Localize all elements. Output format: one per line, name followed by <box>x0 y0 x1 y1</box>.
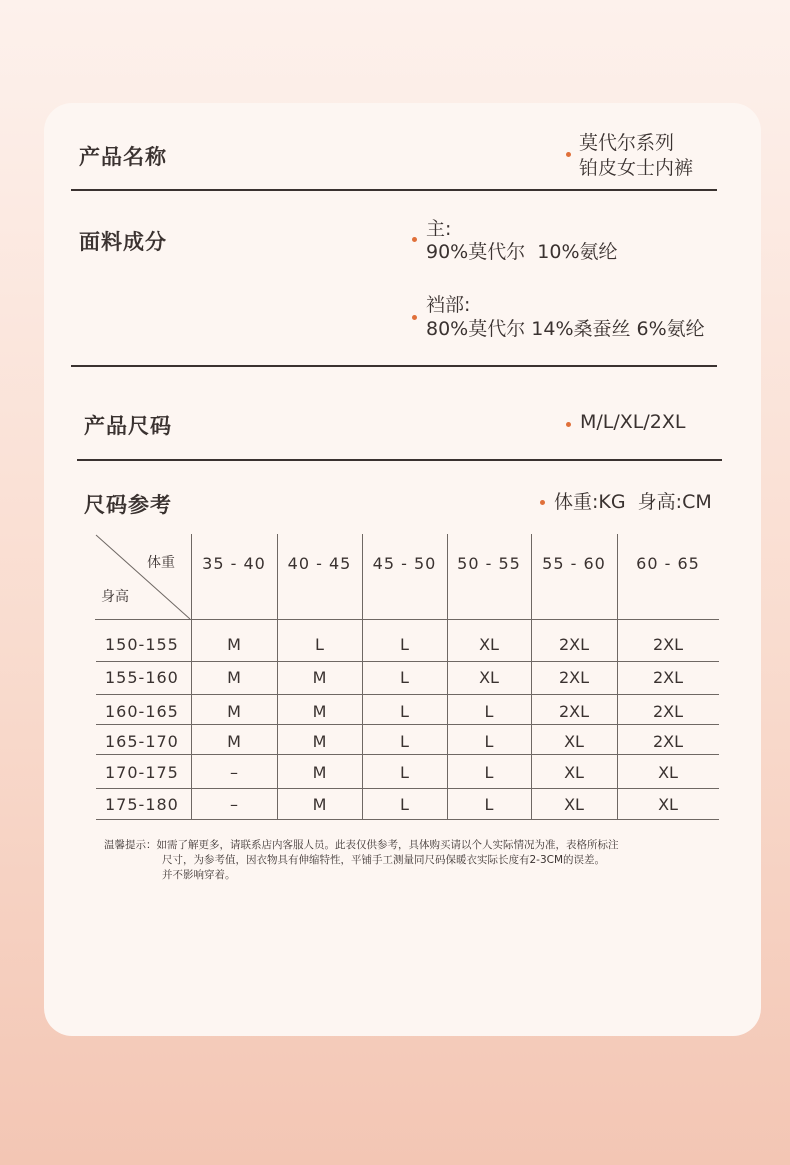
divider <box>71 189 717 191</box>
weight-column-header: 40 - 45 <box>287 554 352 573</box>
weight-column-header: 60 - 65 <box>636 554 700 573</box>
size-cell: M <box>227 702 241 721</box>
size-cell: XL <box>479 668 499 687</box>
size-cell: XL <box>479 635 499 654</box>
size-cell: 2XL <box>652 668 684 687</box>
fabric-crotch-title: 裆部: <box>426 294 471 316</box>
weight-column-header: 55 - 60 <box>542 554 606 573</box>
row-divider <box>96 724 719 725</box>
size-cell: M <box>312 763 327 782</box>
size-ref-label: 尺码参考 <box>84 493 172 517</box>
size-cell: L <box>315 635 324 654</box>
height-row-label: 175-180 <box>105 795 179 814</box>
fabric-main-value: 90%莫代尔 10%氨纶 <box>426 241 618 263</box>
size-cell: XL <box>658 763 678 782</box>
size-ref-units: 体重:KG 身高:CM <box>554 491 712 513</box>
height-row-label: 165-170 <box>105 732 179 751</box>
size-cell: XL <box>564 732 584 751</box>
bullet-dot <box>566 422 571 427</box>
size-cell: 2XL <box>558 668 590 687</box>
weight-column-header: 50 - 55 <box>457 554 521 573</box>
size-cell: XL <box>658 795 678 814</box>
size-cell: L <box>484 795 494 814</box>
fabric-crotch-value: 80%莫代尔 14%桑蚕丝 6%氨纶 <box>426 318 705 340</box>
bullet-dot <box>540 500 545 505</box>
row-divider <box>95 619 719 620</box>
bullet-dot <box>412 237 417 242</box>
size-cell: L <box>484 763 494 782</box>
row-divider <box>96 754 719 755</box>
height-row-label: 155-160 <box>105 668 179 687</box>
size-cell: M <box>227 668 241 687</box>
row-divider <box>96 694 719 695</box>
corner-weight-label: 体重 <box>147 555 175 571</box>
height-row-label: 170-175 <box>105 763 179 782</box>
height-row-label: 150-155 <box>105 635 179 654</box>
size-cell: L <box>484 702 494 721</box>
bullet-dot <box>566 152 571 157</box>
divider <box>71 365 717 367</box>
row-divider <box>96 788 719 789</box>
size-cell: 2XL <box>558 635 590 654</box>
product-name-label: 产品名称 <box>79 145 167 169</box>
size-cell: – <box>230 795 238 814</box>
size-cell: L <box>400 635 409 654</box>
size-cell: L <box>400 763 409 782</box>
size-cell: M <box>312 732 327 751</box>
size-cell: 2XL <box>558 702 590 721</box>
size-cell: 2XL <box>652 635 684 654</box>
size-cell: L <box>484 732 494 751</box>
size-cell: XL <box>564 763 584 782</box>
size-cell: M <box>227 732 241 751</box>
size-cell: L <box>400 795 409 814</box>
note-line2: 尺寸，为参考值，因衣物具有伸缩特性，平铺手工测量同尺码保暖衣实际长度有2-3CM的误差。 <box>162 854 606 866</box>
fabric-main-title: 主: <box>426 218 452 240</box>
size-cell: 2XL <box>652 702 684 721</box>
weight-column-header: 35 - 40 <box>202 554 266 573</box>
size-cell: L <box>400 668 409 687</box>
divider <box>77 459 722 461</box>
size-label: 产品尺码 <box>84 414 172 438</box>
size-cell: 2XL <box>652 732 684 751</box>
size-cell: XL <box>564 795 584 814</box>
corner-diagonal <box>95 534 191 620</box>
size-value: M/L/XL/2XL <box>580 411 686 433</box>
size-cell: – <box>230 763 238 782</box>
product-name-line2: 铂皮女士内裤 <box>579 157 694 179</box>
bullet-dot <box>412 315 417 320</box>
size-cell: L <box>400 732 409 751</box>
size-cell: M <box>227 635 241 654</box>
size-cell: M <box>312 702 327 721</box>
note-line3: 并不影响穿着。 <box>162 869 236 881</box>
row-divider <box>96 661 719 662</box>
fabric-label: 面料成分 <box>79 230 167 254</box>
note-line1: 温馨提示：如需了解更多，请联系店内客服人员。此表仅供参考，具体购买请以个人实际情况为准，表格所标注 <box>104 839 619 851</box>
size-cell: M <box>312 668 327 687</box>
height-row-label: 160-165 <box>105 702 179 721</box>
corner-height-label: 身高 <box>101 589 129 605</box>
size-cell: L <box>400 702 409 721</box>
product-name-line1: 莫代尔系列 <box>579 132 675 154</box>
size-cell: M <box>312 795 327 814</box>
row-divider <box>96 819 719 820</box>
weight-column-header: 45 - 50 <box>372 554 437 573</box>
